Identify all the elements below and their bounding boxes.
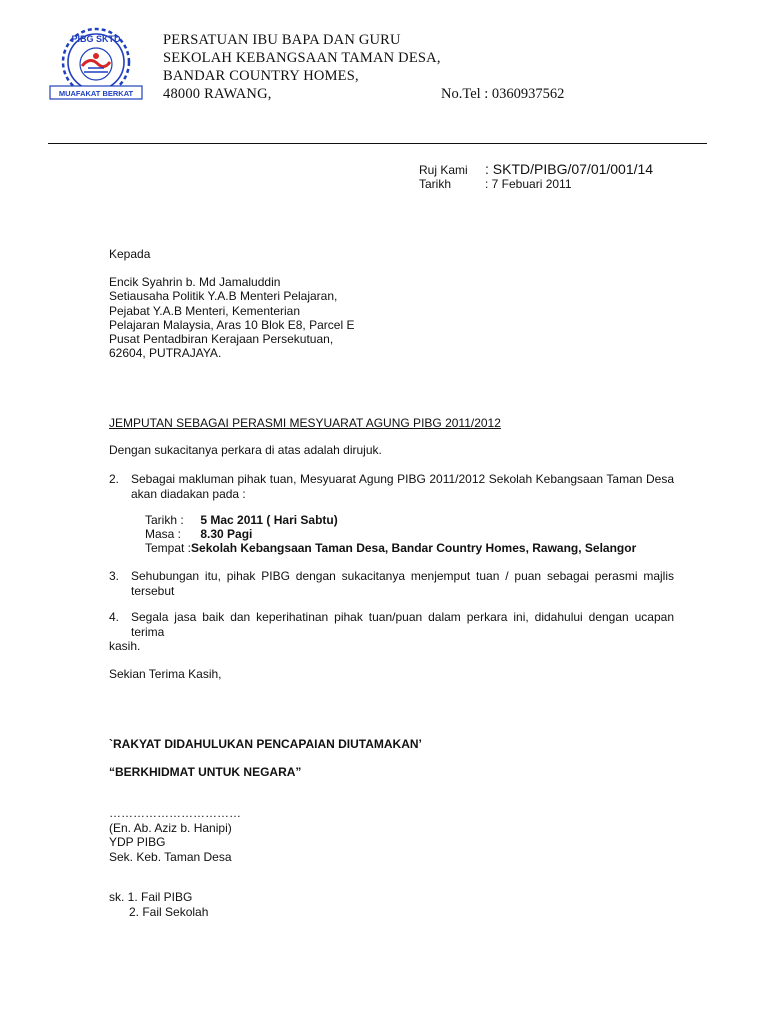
copies-list [109, 890, 208, 919]
tel-value: : 0360937562 [484, 86, 565, 102]
salutation: Kepada [109, 247, 151, 261]
address-line: Encik Syahrin b. Md Jamaluddin [109, 275, 281, 289]
telephone [441, 85, 564, 103]
pibg-logo-emblem [46, 26, 146, 102]
event-date-label: Tarikh : [145, 513, 184, 527]
signatory-name: (En. Ab. Aziz b. Hanipi) [109, 820, 232, 835]
event-date-value: 5 Mac 2011 ( Hari Sabtu) [200, 513, 338, 527]
event-venue [145, 541, 636, 555]
reference-number [419, 161, 653, 177]
copy-item: sk. 1. Fail PIBG [109, 890, 193, 904]
tel-label: No.Tel [441, 86, 481, 102]
paragraph-number: 4. [109, 610, 120, 624]
ruj-value: : SKTD/PIBG/07/01/001/14 [485, 161, 654, 177]
logo-ribbon-text: MUAFAKAT BERKAT [58, 89, 134, 98]
org-line: PERSATUAN IBU BAPA DAN GURU [163, 32, 401, 48]
address-line: Pejabat Y.A.B Menteri, Kementerian [109, 303, 301, 318]
paragraph-4-tail: kasih. [109, 639, 141, 653]
paragraph-text: Sehubungan itu, pihak PIBG dengan sukacitanya menjemput tuan / puan sebagai perasmi majlis tersebut [131, 569, 674, 598]
tarikh-value: : 7 Febuari 2011 [485, 177, 572, 191]
slogan-2: “BERKHIDMAT UNTUK NEGARA” [109, 765, 302, 779]
header-divider [48, 143, 707, 144]
signatory-title: YDP PIBG [109, 835, 166, 849]
paragraph-4 [109, 610, 674, 639]
copy-item: 2. Fail Sekolah [129, 904, 209, 919]
event-time-label: Masa : [145, 527, 182, 541]
org-line: BANDAR COUNTRY HOMES, [163, 68, 359, 84]
paragraph-number: 3. [109, 569, 120, 583]
paragraph-3 [109, 569, 674, 598]
letter-subject: JEMPUTAN SEBAGAI PERASMI MESYUARAT AGUNG PIBG 2011/2012 [109, 416, 501, 430]
closing-remark: Sekian Terima Kasih, [109, 667, 222, 681]
event-time-value: 8.30 Pagi [200, 527, 253, 541]
address-line: Pusat Pentadbiran Kerajaan Persekutuan, [109, 332, 334, 347]
paragraph-number: 2. [109, 472, 120, 486]
signatory-organization: Sek. Keb. Taman Desa [109, 849, 232, 864]
slogan-1: `RAKYAT DIDAHULUKAN PENCAPAIAN DIUTAMAKAN’ [109, 737, 422, 751]
tarikh-label: Tarikh [419, 177, 452, 191]
ruj-label: Ruj Kami [419, 163, 468, 177]
event-date [145, 513, 338, 527]
logo-top-text: PIBG SKTD [71, 34, 121, 44]
org-line: SEKOLAH KEBANGSAAN TAMAN DESA, [163, 50, 441, 66]
recipient-address [109, 275, 354, 361]
reference-date [419, 177, 572, 191]
org-line: 48000 RAWANG, [163, 86, 272, 102]
signature-block [109, 806, 241, 864]
pibg-logo [46, 26, 146, 102]
intro-paragraph: Dengan sukacitanya perkara di atas adalah dirujuk. [109, 443, 382, 457]
signature-line: …………………………… [109, 806, 241, 820]
paragraph-text: Segala jasa baik dan keperihatinan pihak tuan/puan dalam perkara ini, didahului dengan ucapan terima [131, 610, 674, 639]
paragraph-2 [109, 472, 674, 501]
event-venue-value: Sekolah Kebangsaan Taman Desa, Bandar Country Homes, Rawang, Selangor [191, 541, 637, 555]
address-line: 62604, PUTRAJAYA. [109, 346, 222, 361]
event-time [145, 527, 252, 541]
organization-address [163, 31, 441, 103]
event-venue-label: Tempat : [145, 541, 192, 555]
address-line: Setiausaha Politik Y.A.B Menteri Pelajaran, [109, 289, 338, 304]
paragraph-text: Sebagai makluman pihak tuan, Mesyuarat Agung PIBG 2011/2012 Sekolah Kebangsaan Taman Desa akan diadakan pada : [131, 472, 674, 501]
address-line: Pelajaran Malaysia, Aras 10 Blok E8, Parcel E [109, 317, 355, 332]
